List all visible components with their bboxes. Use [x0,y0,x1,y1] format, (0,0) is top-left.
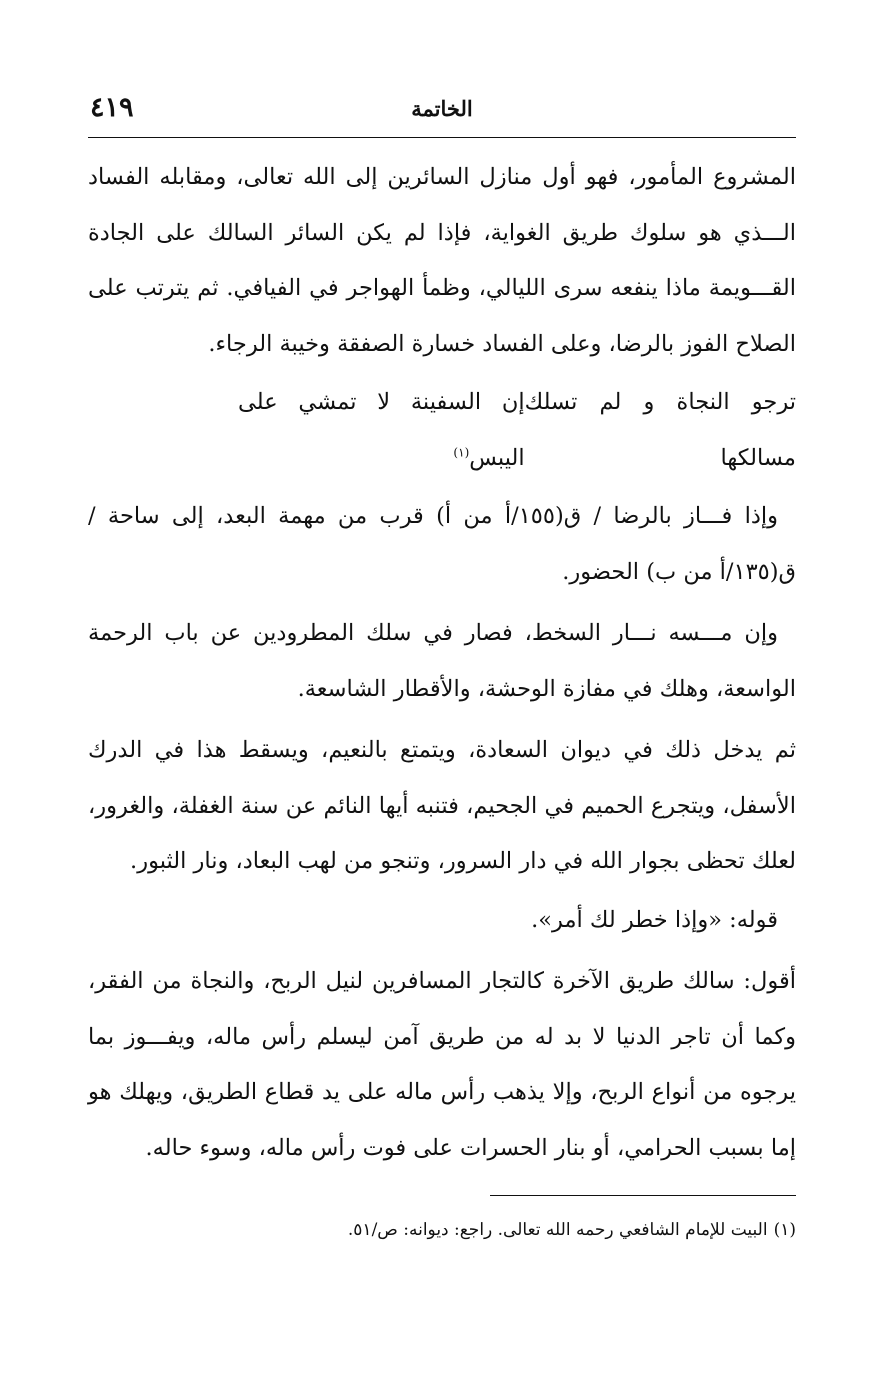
footnote [88,1215,796,1245]
main-text [88,150,796,1176]
paragraph-2: وإذا فـــاز بالرضا / ق(١٥٥/أ من أ) قرب من مهمة البعد، إلى ساحة / ق(١٣٥/أ من ب) الحضور. [88,503,796,585]
footnote-rule [490,1195,796,1196]
paragraph-6: أقول: سالك طريق الآخرة كالتجار المسافرين لنيل الربح، والنجاة من الفقر، وكما أن تاجر الدنيا لا بد له من طريق آمن ليسلم رأس ماله، ويفـــوز بما يرجوه من أنواع الربح، وإلا يذهب رأس ماله على يد قطاع الطريق، ويهلك هو إما بسبب الحرامي، أو بنار الحسرات على فوت رأس ماله، وسوء حاله. [88,968,796,1161]
verse-second-hemistich: إن السفينة لا تمشي على اليبس$^{(١)}$ [238,389,525,471]
paragraph-5: قوله: «وإذا خطر لك أمر». [531,906,778,933]
page-number: ٤١٩ [90,92,134,123]
verse-first-hemistich: ترجو النجاة و لم تسلك مسالكها [524,389,796,471]
paragraph-1: المشروع المأمور، فهو أول منازل السائرين إلى الله تعالى، ومقابله الفساد الـــذي هو سلوك طريق الغواية، فإذا لم يكن السائر السالك على الجادة القـــويمة ماذا ينفعه سرى الليالي، وظمأ الهواجر في الفيافي. ثم يترتب على الصلاح الفوز بالرضا، وعلى الفساد خسارة الصفقة وخيبة الرجاء. [88,164,796,357]
page-header [88,92,796,132]
footnote-reference: (١) [453,445,470,459]
poetry-verse [88,375,796,486]
footnote-text: البيت للإمام الشافعي رحمه الله تعالى. راجع: ديوانه: ص/٥١. [347,1220,768,1240]
paragraph-3: وإن مـــسه نـــار السخط، فصار في سلك المطرودين عن باب الرحمة الواسعة، وهلك في مفازة الوحشة، والأقطار الشاسعة. [88,620,796,702]
footnote-marker: (١) [773,1220,796,1240]
chapter-title: الخاتمة [411,96,473,121]
header-rule [88,137,796,138]
book-page [88,0,796,1383]
paragraph-4: ثم يدخل ذلك في ديوان السعادة، ويتمتع بالنعيم، ويسقط هذا في الدرك الأسفل، ويتجرع الحميم في الجحيم، فتنبه أيها النائم عن سنة الغفلة، والغرور، لعلك تحظى بجوار الله في دار السرور، وتنجو من لهب البعاد، ونار الثبور. [88,737,796,874]
